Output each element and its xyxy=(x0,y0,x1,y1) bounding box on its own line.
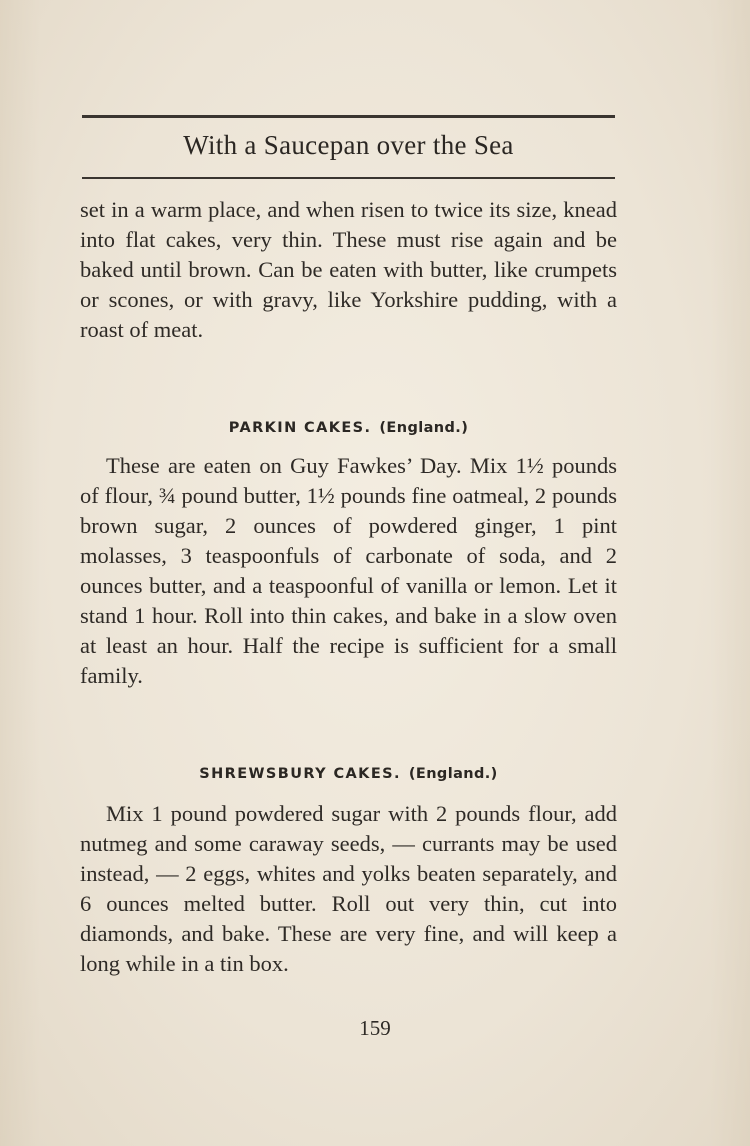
continued-paragraph: set in a warm place, and when risen to twice its size, knead into flat cakes, very thin. These must rise again and be baked until brown. Can be eaten with butter, like crumpets or scones, or with gravy, like Yorkshire pudding, with a roast of meat. xyxy=(80,197,617,342)
recipe-title: SHREWSBURY CAKES. xyxy=(199,766,401,782)
recipe-body-shrewsbury: Mix 1 pound powdered sugar with 2 pounds flour, add nutmeg and some caraway seeds, — currants may be used instead, — 2 eggs, whites and yolks beaten separately, and 6 ounces melted butter. Roll out very thin, cut into diamonds, and bake. These are very fine, and will keep a long while in a tin box. xyxy=(80,801,617,976)
recipe-heading-shrewsbury xyxy=(80,766,617,782)
recipe-heading-parkin xyxy=(80,420,617,436)
page-number: 159 xyxy=(359,1016,391,1040)
running-head: With a Saucepan over the Sea xyxy=(183,130,514,160)
recipe-region: (England.) xyxy=(379,420,469,436)
header-rule-top xyxy=(82,115,615,118)
recipe-region: (England.) xyxy=(408,766,498,782)
recipe-title: PARKIN CAKES. xyxy=(228,420,372,436)
recipe-body-parkin: These are eaten on Guy Fawkes’ Day. Mix 1½ pounds of flour, ¾ pound butter, 1½ pounds fine oatmeal, 2 pounds brown sugar, 2 ounces of powdered ginger, 1 pint molasses, 3 teaspoonfuls of carbonate of soda, and 2 ounces butter, and a teaspoonful of vanilla or lemon. Let it stand 1 hour. Roll into thin cakes, and bake in a slow oven at least an hour. Half the recipe is sufficient for a small family. xyxy=(80,453,617,688)
header-rule-bottom xyxy=(82,177,615,179)
